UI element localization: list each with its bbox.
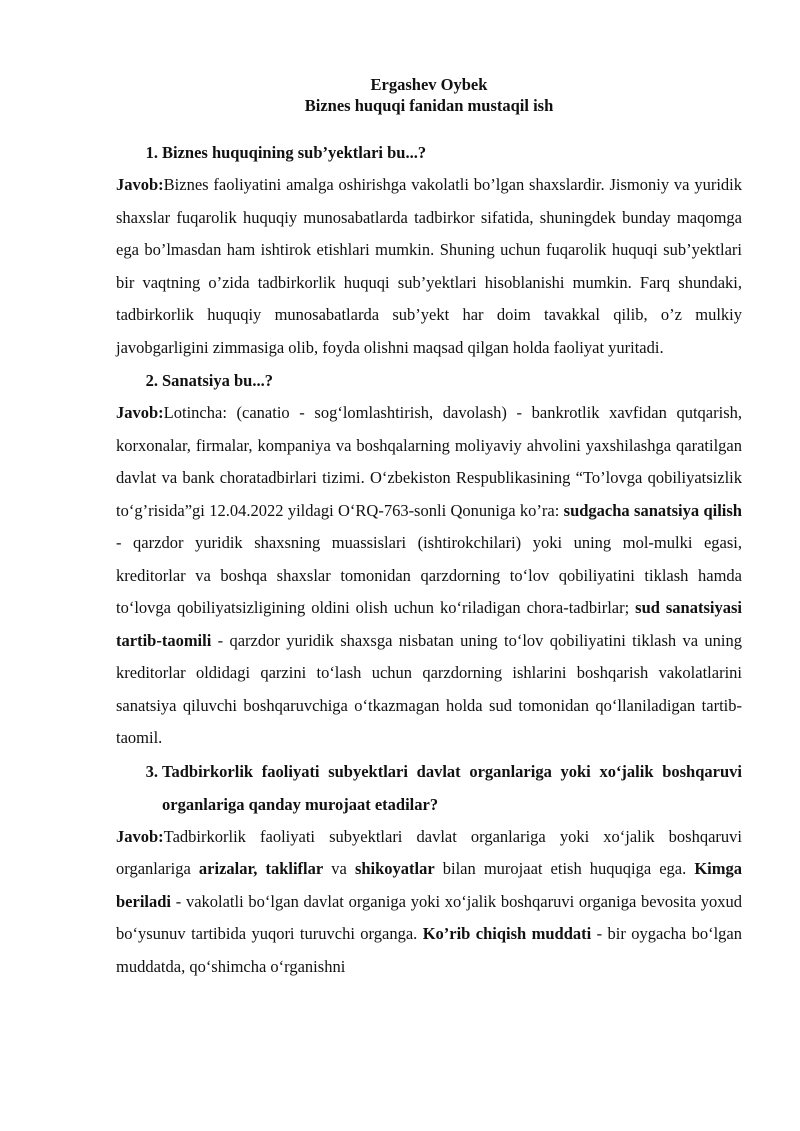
answer-1 xyxy=(116,169,742,364)
question-number: 3. xyxy=(145,761,158,781)
answer-label: Javob: xyxy=(116,175,164,194)
author-name: Ergashev Oybek xyxy=(370,75,488,94)
answer-label: Javob: xyxy=(116,403,164,422)
question-3 xyxy=(116,755,742,821)
question-2 xyxy=(116,364,742,397)
question-1 xyxy=(116,136,742,169)
term-recipient: Kimga beriladi xyxy=(116,859,742,911)
answer-3 xyxy=(116,821,742,984)
question-text: Biznes huquqining sub’yektlari bu...? xyxy=(162,143,427,162)
term-pre-court-sanation: sudgacha sanatsiya qilish xyxy=(563,500,742,520)
question-number: 2. xyxy=(145,371,158,390)
document-subtitle: Biznes huquqi fanidan mustaqil ish xyxy=(304,96,554,115)
term-court-sanation: sud sanatsiyasi tartib-taomili xyxy=(116,598,742,650)
answer-2 xyxy=(116,397,742,755)
question-text: Tadbirkorlik faoliyati subyektlari davlat organlariga yoki xo‘jalik boshqaruvi organlariga qanday murojaat etadilar? xyxy=(162,761,742,814)
answer-text: bilan murojaat etish huquqiga ega. xyxy=(434,859,695,878)
answer-text: Biznes faoliyatini amalga oshirishga vakolatli bo’lgan shaxslardir. Jismoniy va yuridik shaxslar fuqarolik huquqiy munosabatlarda tadbirkor sifatida, shuningdek bunday maqomga ega bo’lmasdan ham ishtirok etishlari mumkin. Shuning uchun fuqarolik huquqi sub’yektlari bir vaqtning o’zida tadbirkorlik huquqi sub’yektlari hisoblanishi mumkin. Farq shundaki, tadbirkorlik huquqiy munosabatlarda sub’yekt har doim tavakkal qilib, o’z mulkiy javobgarligini zimmasiga olib, foyda olishni maqsad qilgan holda faoliyat yuritadi. xyxy=(116,175,742,357)
answer-text: - qarzdor yuridik shaxsga nisbatan uning to‘lov qobiliyatini tiklash va uning kreditorlar oldidagi qarzini to‘lash uchun qarzdorning ishlarini boshqarish vakolatlarini sanatsiya qiluvchi boshqaruvchiga o‘tkazmagan holda sud tomonidan qo‘llaniladigan tartib-taomil. xyxy=(116,630,742,747)
answer-text: va xyxy=(323,859,355,878)
answer-text: Lotincha: (canatio - sog‘lomlashtirish, davolash) - bankrotlik xavfidan qutqarish, korxonalar, firmalar, kompaniya va boshqalarning moliyaviy ahvolini yaxshilashga qaratilgan davlat va bank choratadbirlari tizimi. O‘zbekiston Respublikasining “To’lovga qobiliyatsizlik to‘g’risida”gi 12.04.2022 yildagi O‘RQ-763-sonli Qonuniga ko’ra: xyxy=(116,403,742,520)
answer-text: - bir oygacha bo‘lgan muddatda, qo‘shimcha o‘rganishni xyxy=(116,924,742,976)
term-applications: arizalar, takliflar xyxy=(198,859,324,878)
term-review-period: Ko’rib chiqish muddati xyxy=(422,924,592,943)
question-number: 1. xyxy=(145,143,158,162)
document-header xyxy=(116,74,742,116)
answer-text: - vakolatli bo‘lgan davlat organiga yoki xo‘jalik boshqaruvi organiga bevosita yoxud bo‘ysunuv tartibida yuqori turuvchi organga. xyxy=(116,891,742,943)
term-complaints: shikoyatlar xyxy=(354,859,435,878)
question-text: Sanatsiya bu...? xyxy=(162,371,273,390)
answer-label: Javob: xyxy=(116,826,164,846)
answer-text: Tadbirkorlik faoliyati subyektlari davlat organlariga yoki xo‘jalik boshqaruvi organlariga xyxy=(116,826,742,878)
answer-text: - qarzdor yuridik shaxsning muassislari (ishtirokchilari) yoki uning mol-mulki egasi, kreditorlar va boshqa shaxslar tomonidan qarzdorning to‘lov qobiliyatini tiklash hamda to‘lovga qobiliyatsizligining oldini olish uchun ko‘riladigan chora-tadbirlar; xyxy=(116,533,742,617)
